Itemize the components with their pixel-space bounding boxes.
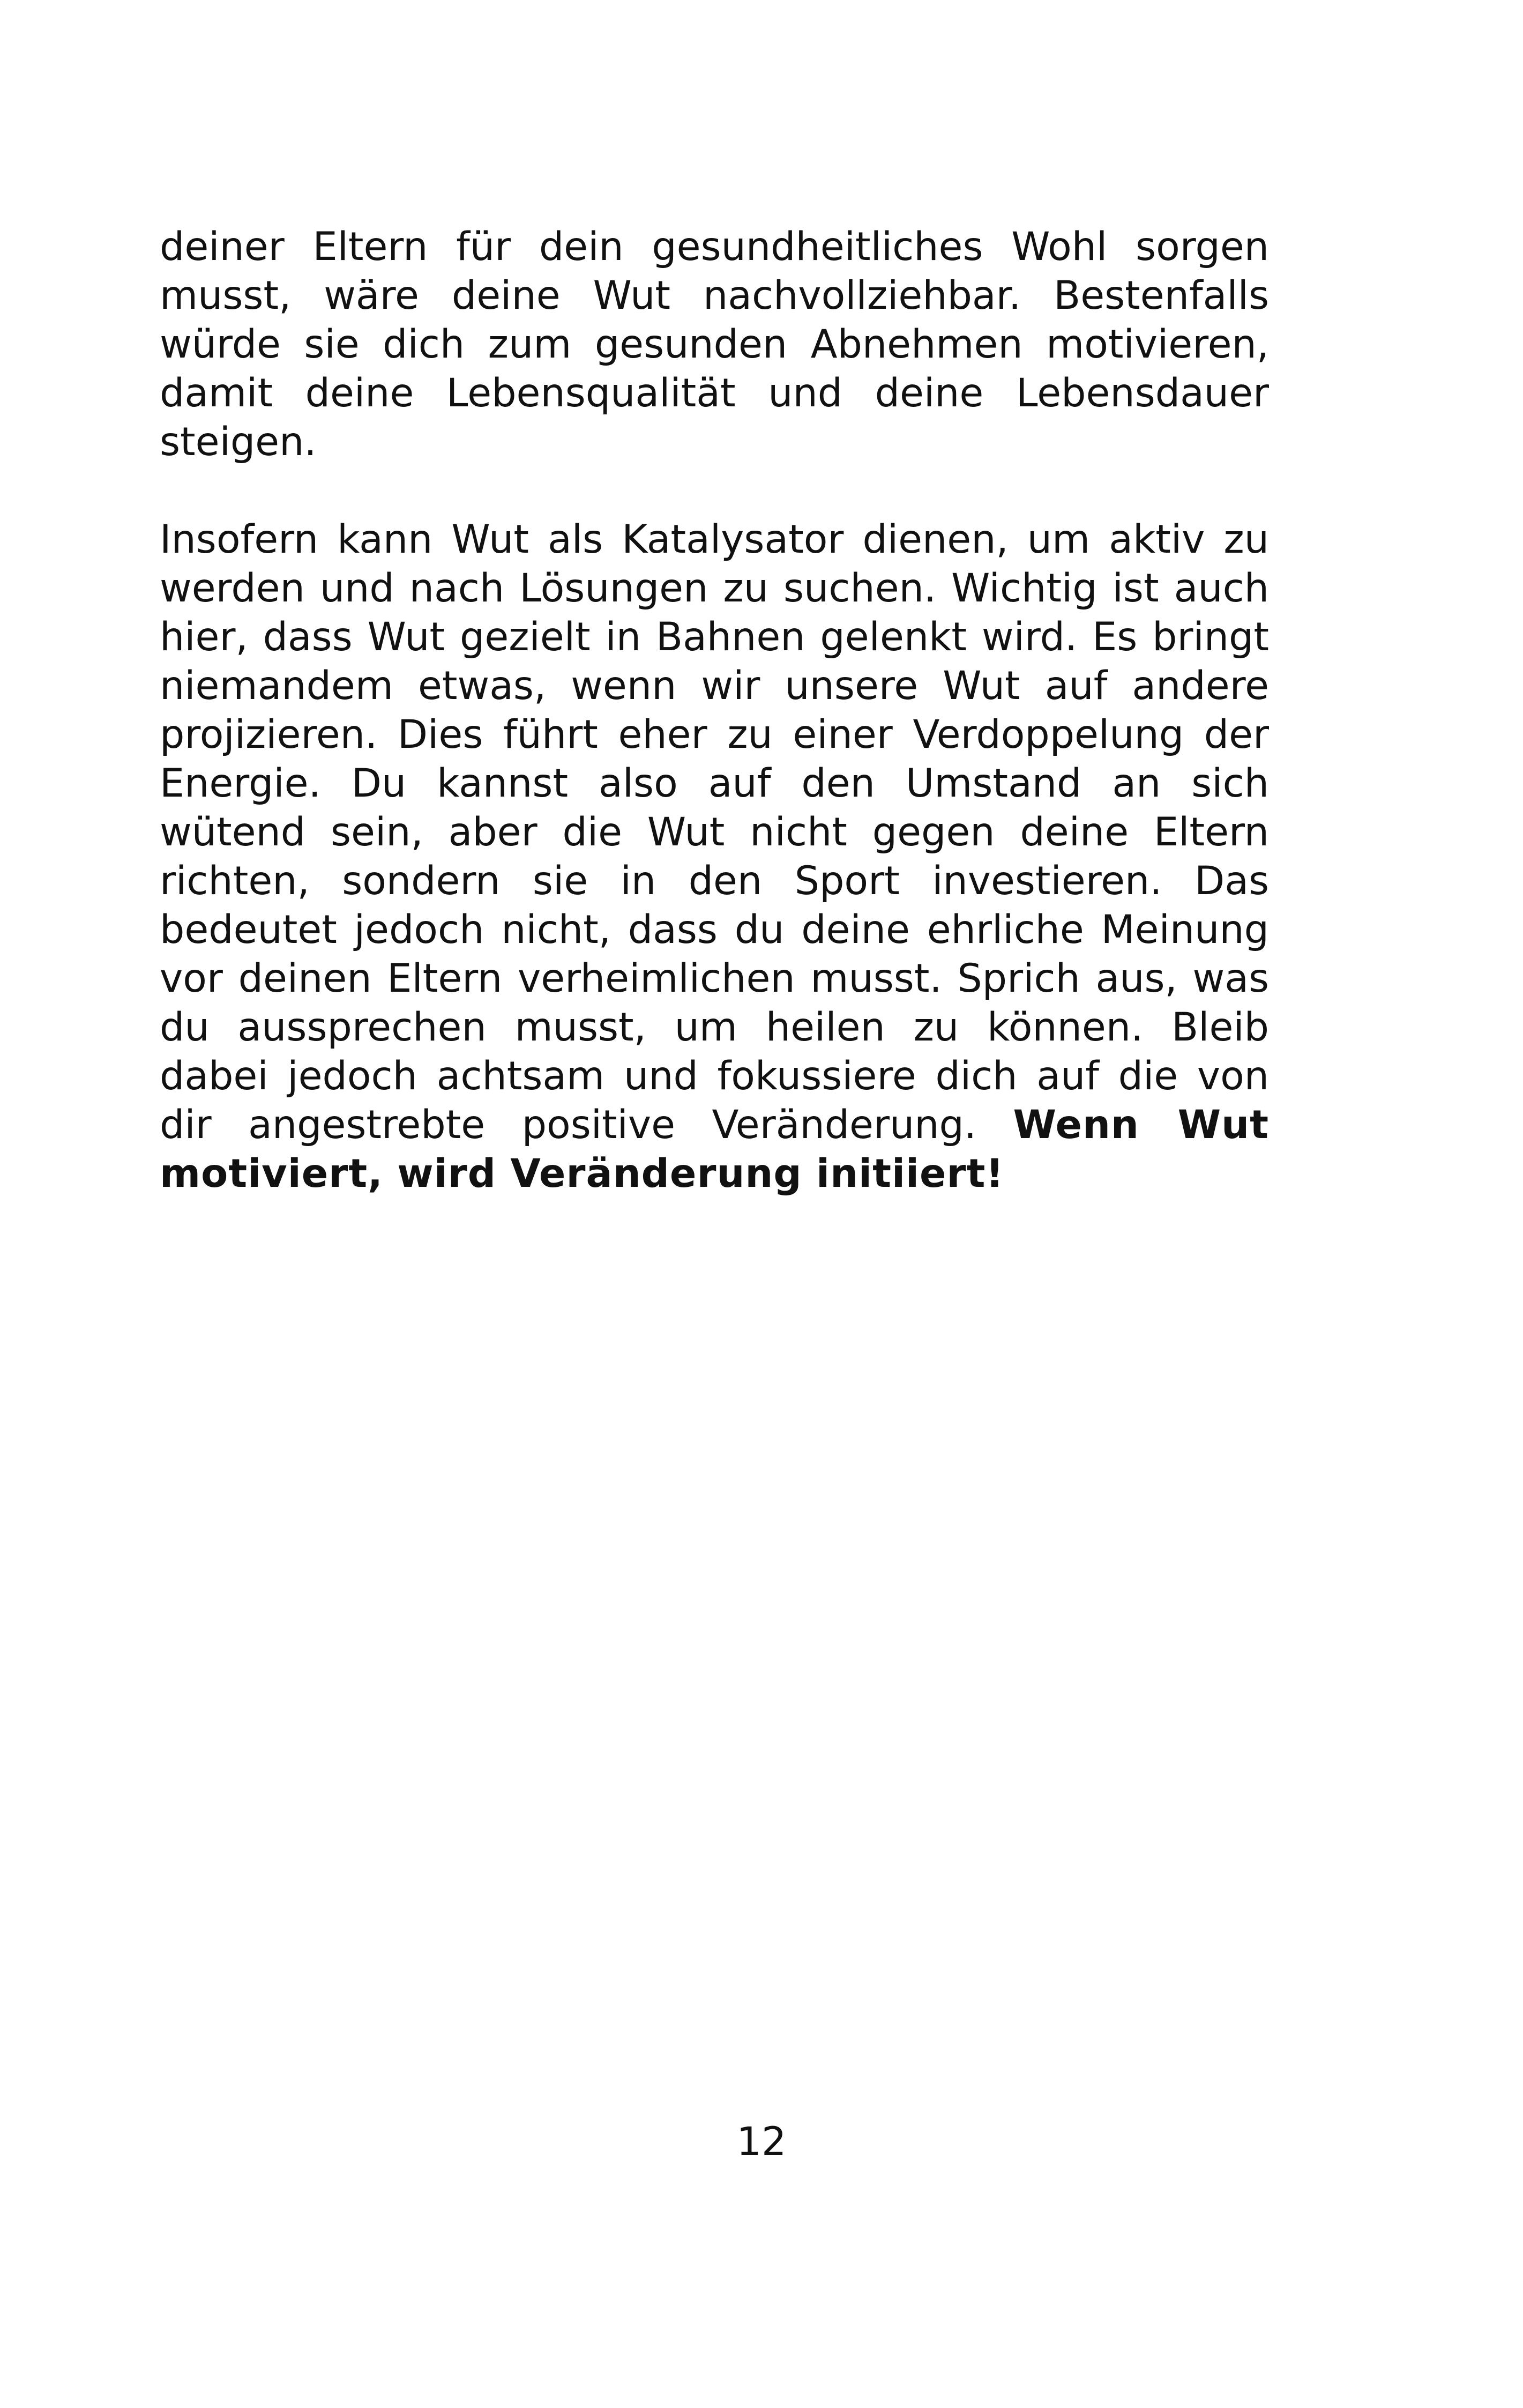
page-number: 12 [736,2119,787,2165]
paragraph-text: Insofern kann Wut als Katalysator dienen, um aktiv zu werden und nach Lösungen zu suchen. Wichtig ist auch hier, dass Wut gezielt in Bahnen gelenkt wird. Es bringt niemandem etwas, wenn wir unsere Wut auf andere projizieren. Dies führt eher zu einer Verdoppelung der Energie. Du kannst also auf den Umstand an sich wütend sein, aber die Wut nicht gegen deine Eltern richten, sondern sie in den Sport investieren. Das bedeutet jedoch nicht, dass du deine ehrliche Meinung vor deinen Eltern verheimlichen musst. Sprich aus, was du aussprechen musst, um heilen zu können. Bleib dabei jedoch achtsam und fokussiere dich auf die von dir angestrebte positive Veränderung. [160,517,1269,1148]
body-text [160,222,1269,1198]
emphasis-sentence: Wenn Wut motiviert, wird Veränderung initiiert! [160,1102,1269,1196]
paragraph-continuation [160,222,1269,466]
paragraph-text: deiner Eltern für dein gesundheitliches Wohl sorgen musst, wäre deine Wut nachvollziehbar. Bestenfalls würde sie dich zum gesunden Abnehmen motivieren, damit deine Lebensqualität und deine Lebensdauer steigen. [160,224,1269,465]
paragraph-anger-catalyst [160,515,1269,1198]
